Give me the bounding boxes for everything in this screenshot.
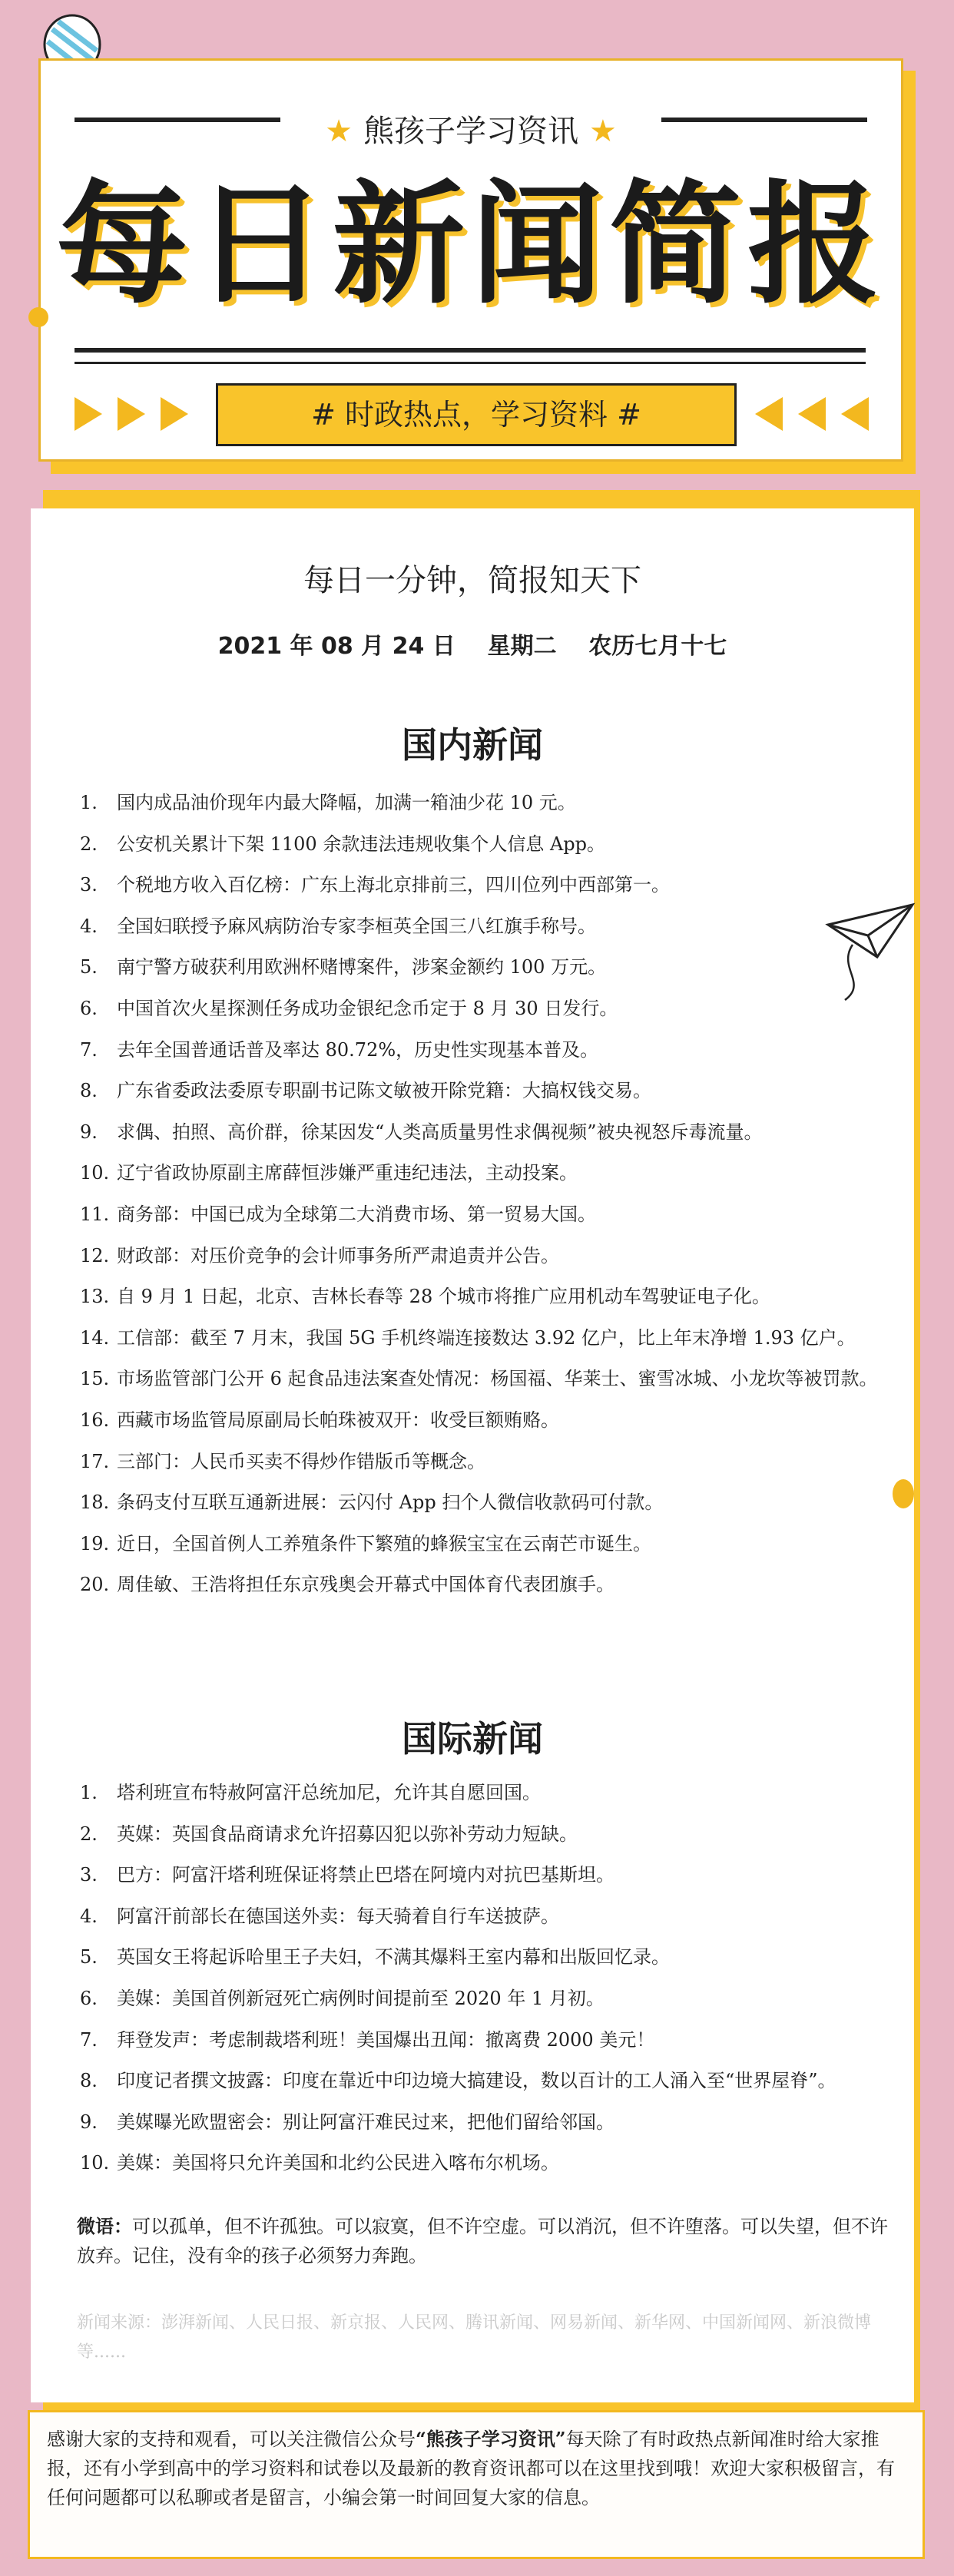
news-item (80, 1030, 931, 1071)
news-item (80, 783, 931, 824)
news-item-text: 条码支付互联互通新进展：云闪付 App 扫个人微信收款码可付款。 (117, 1492, 664, 1514)
arrow-right-icon (118, 397, 145, 431)
news-sources: 新闻来源：澎湃新闻、人民日报、新京报、人民网、腾讯新闻、网易新闻、新华网、中国新闻网、新浪微博等...... (77, 2313, 872, 2362)
news-item-number: 2. (80, 1823, 98, 1845)
news-item-text: 求偶、拍照、高价群，徐某因发“人类高质量男性求偶视频”被央视怒斥毒流量。 (117, 1121, 763, 1143)
news-item (80, 906, 931, 948)
page-title: 每日新闻简报 (56, 167, 886, 322)
news-item-number: 4. (80, 1905, 98, 1927)
news-item-text: 财政部：对压价竞争的会计师事务所严肃追责并公告。 (117, 1244, 559, 1266)
news-item-text: 阿富汗前部长在德国送外卖：每天骑着自行车送披萨。 (117, 1905, 559, 1927)
news-item-text: 三部门：人民币买卖不得炒作错版币等概念。 (117, 1450, 485, 1472)
news-item-number: 16. (80, 1409, 110, 1431)
news-item (80, 865, 931, 906)
news-item-text: 美媒：美国首例新冠死亡病例时间提前至 2020 年 1 月初。 (117, 1987, 605, 2009)
international-news-list (80, 1773, 931, 2184)
news-item (80, 988, 931, 1030)
news-item (80, 947, 931, 988)
paper-plane-icon (822, 899, 922, 1006)
divider (75, 362, 866, 364)
decorative-dot (893, 1479, 914, 1508)
closing-text: 可以孤单，但不许孤独。可以寂寞，但不许空虚。可以消沉，但不许堕落。可以失望，但不许放弃。记住，没有伞的孩子必须努力奔跑。 (77, 2216, 888, 2266)
news-item-text: 中国首次火星探测任务成功金银纪念币定于 8 月 30 日发行。 (117, 997, 618, 1019)
news-item (80, 1276, 931, 1318)
news-item (80, 1896, 931, 1938)
news-item-number: 3. (80, 1864, 98, 1886)
news-item-text: 辽宁省政协原副主席薛恒涉嫌严重违纪违法，主动投案。 (117, 1162, 578, 1184)
news-item-text: 全国妇联授予麻风病防治专家李桓英全国三八红旗手称号。 (117, 915, 596, 937)
arrow-right-icon (161, 397, 188, 431)
star-icon: ★ (325, 114, 353, 149)
news-item-number: 3. (80, 874, 98, 896)
closing-quote (77, 2212, 899, 2270)
news-item-number: 6. (80, 1987, 98, 2009)
news-item-text: 南宁警方破获利用欧洲杯赌博案件，涉案金额约 100 万元。 (117, 956, 607, 978)
decorative-dot (28, 307, 48, 327)
news-item (80, 2102, 931, 2144)
news-item (80, 1937, 931, 1978)
header-card (38, 58, 903, 462)
news-item-text: 自 9 月 1 日起，北京、吉林长春等 28 个城市将推广应用机动车驾驶证电子化。 (117, 1286, 770, 1308)
news-item-number: 6. (80, 997, 98, 1019)
news-item (80, 2061, 931, 2102)
closing-label: 微语： (77, 2215, 132, 2237)
news-item (80, 1318, 931, 1359)
news-item (80, 1978, 931, 2020)
news-item (80, 1236, 931, 1277)
news-item-text: 美媒曝光欧盟密会：别让阿富汗难民过来，把他们留给邻国。 (117, 2111, 614, 2133)
news-item-number: 20. (80, 1574, 110, 1596)
news-item (80, 1442, 931, 1483)
news-item (80, 1400, 931, 1442)
domestic-heading: 国内新闻 (402, 724, 543, 766)
news-item-text: 广东省委政法委原专职副书记陈文敏被开除党籍：大搞权钱交易。 (117, 1080, 651, 1102)
news-item-number: 9. (80, 2111, 98, 2133)
tagline-box: # 时政热点，学习资料 # (216, 383, 737, 446)
news-item-number: 14. (80, 1326, 110, 1349)
domestic-news-list (80, 783, 931, 1606)
news-item-number: 4. (80, 915, 98, 937)
footer-note (28, 2410, 925, 2559)
news-item-number: 15. (80, 1368, 110, 1390)
news-item-text: 塔利班宣布特赦阿富汗总统加尼，允许其自愿回国。 (117, 1782, 541, 1803)
news-item-text: 去年全国普通话普及率达 80.72%，历史性实现基本普及。 (117, 1038, 599, 1061)
arrow-right-icon (75, 397, 102, 431)
divider (75, 348, 866, 353)
brand-row (41, 107, 901, 151)
news-item-text: 西藏市场监管局原副局长帕珠被双开：收受巨额贿赂。 (117, 1409, 559, 1431)
news-item-number: 18. (80, 1492, 110, 1514)
news-item-number: 8. (80, 2070, 98, 2092)
news-item-text: 公安机关累计下架 1100 余款违法违规收集个人信息 App。 (117, 833, 606, 855)
international-heading: 国际新闻 (402, 1718, 543, 1760)
footer-account-name: “熊孩子学习资讯” (416, 2428, 566, 2450)
news-item (80, 1855, 931, 1896)
news-item (80, 2020, 931, 2061)
news-item-number: 5. (80, 956, 98, 978)
news-item (80, 1112, 931, 1154)
news-item (80, 2143, 931, 2184)
news-item-text: 市场监管部门公开 6 起食品违法案查处情况：杨国福、华莱士、蜜雪冰城、小龙坎等被罚款。 (117, 1368, 878, 1390)
news-item-number: 9. (80, 1121, 98, 1143)
news-item-number: 11. (80, 1203, 110, 1225)
news-item-text: 美媒：美国将只允许美国和北约公民进入喀布尔机场。 (117, 2152, 559, 2174)
news-item-number: 19. (80, 1532, 110, 1555)
news-item (80, 1773, 931, 1814)
news-item (80, 824, 931, 866)
brand-name: 熊孩子学习资讯 (363, 114, 578, 149)
news-item-text: 国内成品油价现年内最大降幅，加满一箱油少花 10 元。 (117, 792, 576, 813)
news-item-number: 2. (80, 833, 98, 855)
news-item-text: 巴方：阿富汗塔利班保证将禁止巴塔在阿境内对抗巴基斯坦。 (117, 1864, 614, 1886)
news-item-number: 1. (80, 792, 98, 813)
footer-text-before: 感谢大家的支持和观看，可以关注微信公众号 (47, 2429, 416, 2450)
news-item (80, 1071, 931, 1112)
news-item (80, 1564, 931, 1606)
news-item-number: 12. (80, 1244, 110, 1266)
news-item-text: 英国女王将起诉哈里王子夫妇，不满其爆料王室内幕和出版回忆录。 (117, 1946, 670, 1968)
news-item-number: 13. (80, 1286, 110, 1308)
news-item-text: 拜登发声：考虑制裁塔利班！美国爆出丑闻：撤离费 2000 美元！ (117, 2028, 655, 2051)
news-item-text: 印度记者撰文披露：印度在靠近中印边境大搞建设，数以百计的工人涌入至“世界屋脊”。 (117, 2070, 836, 2092)
news-item-number: 7. (80, 2028, 98, 2051)
news-item-number: 10. (80, 2152, 110, 2174)
news-item-text: 英媒：英国食品商请求允许招募囚犯以弥补劳动力短缺。 (117, 1823, 578, 1845)
arrow-left-icon (798, 397, 826, 431)
news-item-text: 商务部：中国已成为全球第二大消费市场、第一贸易大国。 (117, 1203, 596, 1225)
news-item-text: 工信部：截至 7 月末，我国 5G 手机终端连接数达 3.92 亿户，比上年末净增 1.93 亿户。 (117, 1326, 856, 1349)
news-item-number: 8. (80, 1080, 98, 1102)
news-item (80, 1524, 931, 1565)
arrow-left-icon (755, 397, 783, 431)
news-item-number: 7. (80, 1038, 98, 1061)
news-item (80, 1814, 931, 1856)
news-item-number: 5. (80, 1946, 98, 1968)
news-item (80, 1482, 931, 1524)
news-item-text: 个税地方收入百亿榜：广东上海北京排前三，四川位列中西部第一。 (117, 874, 670, 896)
news-item-number: 10. (80, 1162, 110, 1184)
footer-text-after: 每天除了有时政热点新闻准时给大家推报，还有小学到高中的学习资料和试卷以及最新的教育资讯都可以在这里找到哦！欢迎大家积极留言，有任何问题都可以私聊或者是留言，小编会第一时间回复大家的信息。 (47, 2429, 895, 2508)
news-item-text: 周佳敏、王浩将担任东京残奥会开幕式中国体育代表团旗手。 (117, 1574, 614, 1596)
date-line: 2021 年 08 月 24 日 星期二 农历七月十七 (217, 633, 727, 660)
news-item-text: 近日，全国首例人工养殖条件下繁殖的蜂猴宝宝在云南芒市诞生。 (117, 1532, 651, 1555)
news-item-number: 17. (80, 1450, 110, 1472)
subtitle: 每日一分钟，简报知天下 (303, 563, 641, 598)
news-item-number: 1. (80, 1782, 98, 1803)
news-item (80, 1194, 931, 1236)
news-item (80, 1153, 931, 1194)
news-item (80, 1359, 931, 1400)
star-icon: ★ (589, 114, 617, 149)
arrow-left-icon (841, 397, 869, 431)
